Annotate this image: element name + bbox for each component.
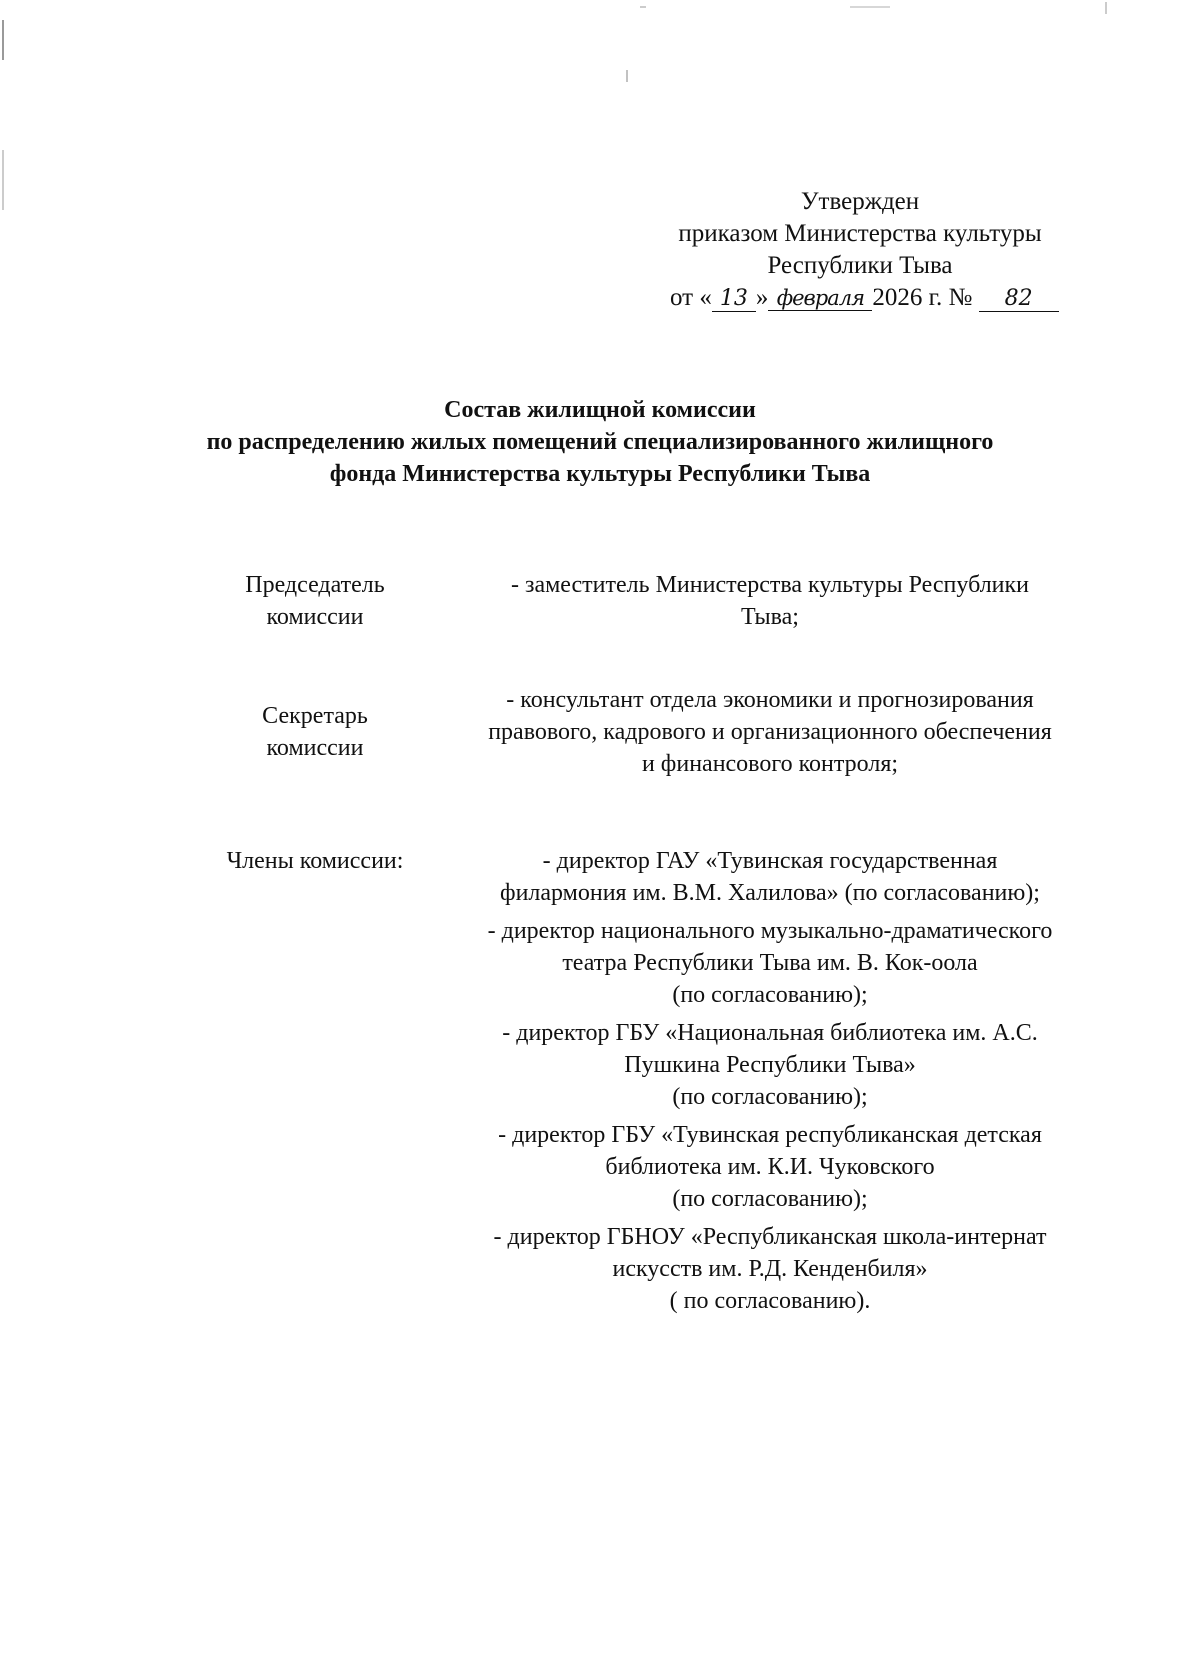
approval-block [640, 186, 1080, 314]
secretary-desc-line-2: правового, кадрового и организационного обеспечения [488, 719, 1052, 745]
approval-order-line: приказом Министерства культуры [678, 220, 1042, 247]
secretary-role [190, 700, 440, 764]
member-line: театра Республики Тыва им. В. Кок-оола [562, 950, 978, 976]
heading-line-1: Состав жилищной комиссии [444, 397, 756, 423]
member-line: - директор ГБНОУ «Республиканская школа-интернат [493, 1224, 1047, 1250]
chairman-desc-line-1: - заместитель Министерства культуры Республики [510, 572, 1030, 598]
member-line: ( по согласованию). [669, 1288, 871, 1314]
document-heading [150, 394, 1050, 490]
approval-title: Утвержден [800, 188, 920, 215]
scan-artifact [640, 6, 646, 8]
member-item [450, 1017, 1090, 1113]
member-item [450, 1221, 1090, 1317]
date-prefix: от « [670, 284, 712, 311]
date-month-handwritten: февраля [768, 286, 872, 311]
chairman-desc-line-2: Тыва; [741, 604, 799, 630]
member-item [450, 1119, 1090, 1215]
date-day-handwritten: 13 [712, 287, 756, 312]
chairman-role-line-1: Председатель [245, 572, 385, 598]
scan-artifact [850, 6, 890, 8]
member-item [450, 845, 1090, 909]
scan-artifact [2, 20, 4, 60]
member-line: (по согласованию); [672, 982, 868, 1008]
date-year: 2026 г. № [872, 284, 973, 311]
chairman-role-line-2: комиссии [266, 604, 364, 630]
approval-republic-line: Республики Тыва [767, 252, 953, 279]
members-role [200, 845, 430, 877]
chairman-description [450, 569, 1090, 633]
heading-line-3: фонда Министерства культуры Республики Тыва [329, 461, 871, 487]
member-line: искусств им. Р.Д. Кенденбиля» [612, 1256, 928, 1282]
secretary-role-line-2: комиссии [266, 735, 364, 761]
heading-line-2: по распределению жилых помещений специализированного жилищного [206, 429, 994, 455]
member-line: Пушкина Республики Тыва» [624, 1052, 916, 1078]
member-line: - директор национального музыкально-драматического [487, 918, 1053, 944]
order-number-handwritten: 82 [979, 287, 1059, 312]
member-line: библиотека им. К.И. Чуковского [605, 1154, 935, 1180]
member-line: - директор ГАУ «Тувинская государственная [542, 848, 998, 874]
secretary-description [450, 684, 1090, 780]
scan-artifact [1105, 2, 1107, 14]
member-line: филармония им. В.М. Халилова» (по согласованию); [500, 880, 1040, 906]
member-line: - директор ГБУ «Национальная библиотека им. А.С. [502, 1020, 1038, 1046]
member-line: (по согласованию); [672, 1186, 868, 1212]
member-line: (по согласованию); [672, 1084, 868, 1110]
secretary-desc-line-3: и финансового контроля; [641, 751, 899, 777]
chairman-role [190, 569, 440, 633]
members-role-label: Члены комиссии: [226, 848, 404, 874]
member-line: - директор ГБУ «Тувинская республиканская детская [498, 1122, 1042, 1148]
member-item [450, 915, 1090, 1011]
scan-artifact [626, 70, 628, 82]
secretary-role-line-1: Секретарь [262, 703, 368, 729]
scan-artifact [2, 150, 4, 210]
approval-date-line [640, 282, 1080, 314]
secretary-desc-line-1: - консультант отдела экономики и прогнозирования [506, 687, 1034, 713]
date-close-quote: » [755, 284, 769, 311]
members-list [450, 845, 1090, 1317]
